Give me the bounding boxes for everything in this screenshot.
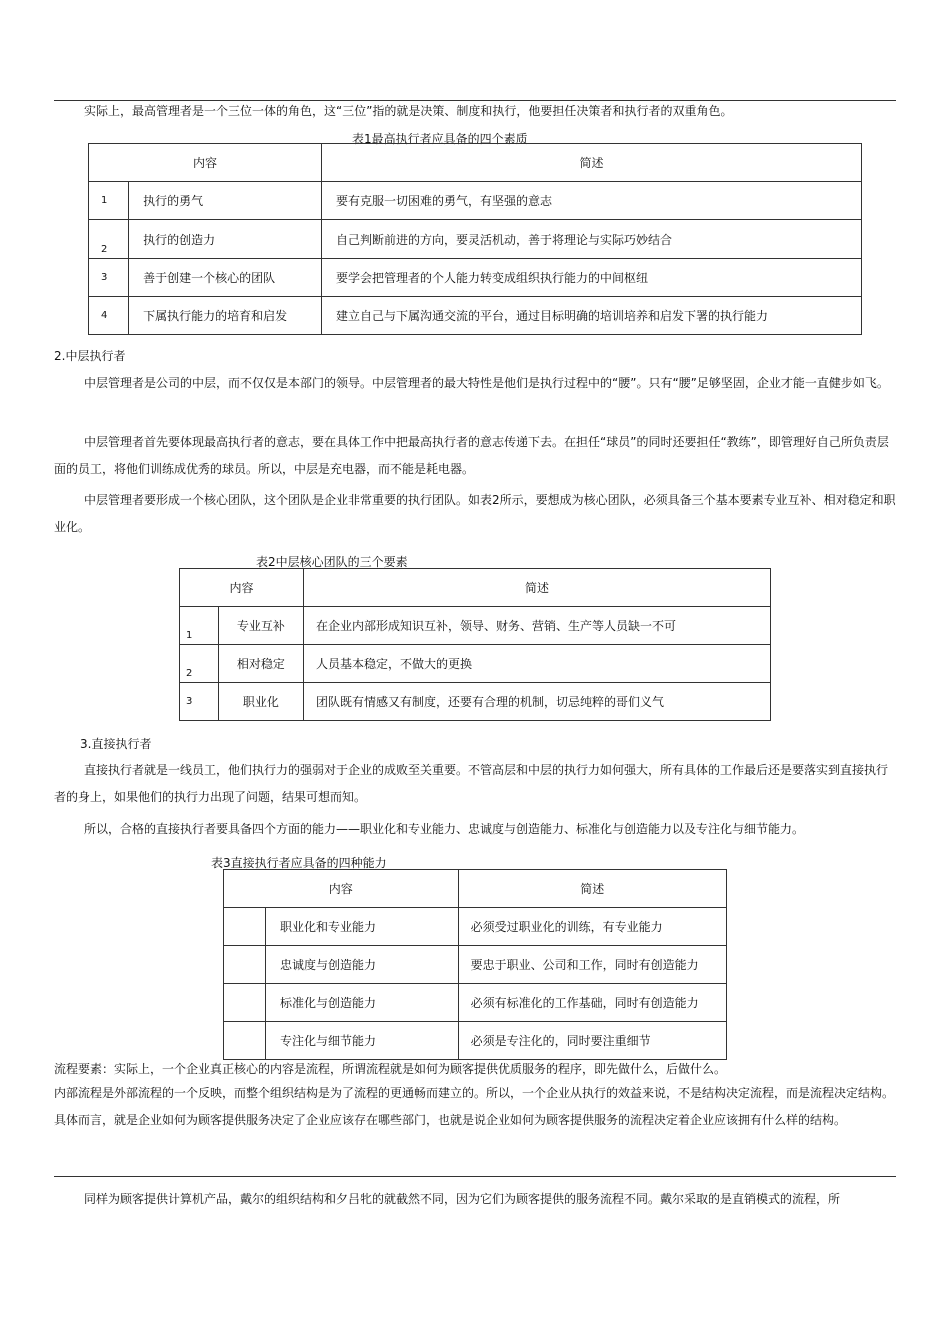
table-row — [224, 984, 727, 1022]
row-number: 3 — [180, 683, 219, 721]
row-desc: 必须受过职业化的训练，有专业能力 — [458, 908, 726, 946]
table-row — [89, 220, 862, 259]
table3-header-content: 内容 — [224, 870, 459, 908]
section2-paragraph-2: 中层管理者首先要体现最高执行者的意志，要在具体工作中把最高执行者的意志传递下去。在担任“球员”的同时还要担任“教练”，即管理好自己所负责层面的员工，将他们训练成优秀的球员。所以，中层是充电器，而不能是耗电器。 — [54, 435, 889, 476]
row-number: 2 — [89, 220, 129, 259]
table1 — [88, 143, 862, 335]
row-desc: 必须有标准化的工作基础，同时有创造能力 — [458, 984, 726, 1022]
row-number-empty — [224, 1022, 266, 1060]
section3-paragraph-2: 所以，合格的直接执行者要具备四个方面的能力——职业化和专业能力、忠诚度与创造能力、标准化与创造能力以及专注化与细节能力。 — [84, 822, 805, 836]
row-number: 1 — [180, 607, 219, 645]
table2 — [179, 568, 771, 721]
section3-paragraph-1: 直接执行者就是一线员工，他们执行力的强弱对于企业的成败至关重要。不管高层和中层的执行力如何强大，所有具体的工作最后还是要落实到直接执行者的身上，如果他们的执行力出现了问题，结果可想而知。 — [54, 763, 889, 804]
section2-paragraph-3: 中层管理者要形成一个核心团队，这个团队是企业非常重要的执行团队。如表2所示，要想成为核心团队，必须具备三个基本要素专业互补、相对稳定和职业化。 — [54, 493, 896, 534]
row-desc: 要学会把管理者的个人能力转变成组织执行能力的中间枢纽 — [322, 259, 862, 297]
row-content: 执行的创造力 — [129, 220, 322, 259]
row-desc: 团队既有情感又有制度，还要有合理的机制，切忌纯粹的哥们义气 — [304, 683, 771, 721]
row-desc: 自己判断前进的方向，要灵活机动，善于将理论与实际巧妙结合 — [322, 220, 862, 259]
row-desc: 要忠于职业、公司和工作，同时有创造能力 — [458, 946, 726, 984]
row-number: 4 — [89, 297, 129, 335]
table1-header-desc: 简述 — [322, 144, 862, 182]
table3-caption: 表3直接执行者应具备的四种能力 — [211, 856, 387, 870]
table-row — [180, 683, 771, 721]
table2-header-content: 内容 — [180, 569, 304, 607]
table-row — [89, 182, 862, 220]
section2-heading: 2.中层执行者 — [54, 349, 126, 363]
top-rule — [54, 100, 896, 101]
table3 — [223, 869, 727, 1060]
row-desc: 人员基本稳定，不做大的更换 — [304, 645, 771, 683]
row-content: 下属执行能力的培育和启发 — [129, 297, 322, 335]
table-row — [224, 1022, 727, 1060]
row-content: 执行的勇气 — [129, 182, 322, 220]
flow-paragraph: 内部流程是外部流程的一个反映，而整个组织结构是为了流程的更通畅而建立的。所以，一个企业从执行的效益来说，不是结构决定流程，而是流程决定结构。具体而言，就是企业如何为顾客提供服务决定了企业应该存在哪些部门，也就是说企业如何为顾客提供服务的流程决定着企业应该拥有什么样的结构。 — [54, 1086, 895, 1127]
table2-header-desc: 简述 — [304, 569, 771, 607]
flow-line: 流程要素：实际上，一个企业真正核心的内容是流程，所谓流程就是如何为顾客提供优质服务的程序，即先做什么，后做什么。 — [54, 1062, 727, 1076]
table3-header-desc: 简述 — [458, 870, 726, 908]
row-number-empty — [224, 984, 266, 1022]
table-row — [180, 645, 771, 683]
table2-caption: 表2中层核心团队的三个要素 — [256, 555, 408, 569]
row-number: 3 — [89, 259, 129, 297]
table-row — [89, 259, 862, 297]
bottom-rule — [54, 1176, 896, 1177]
row-content: 标准化与创造能力 — [266, 984, 459, 1022]
table-row — [224, 908, 727, 946]
table-row — [180, 607, 771, 645]
row-content: 职业化 — [218, 683, 303, 721]
last-line: 同样为顾客提供计算机产品，戴尔的组织结构和夕吕牝的就截然不同，因为它们为顾客提供的服务流程不同。戴尔采取的是直销模式的流程，所 — [84, 1192, 841, 1206]
table-row — [89, 297, 862, 335]
row-desc: 建立自己与下属沟通交流的平台，通过目标明确的培训培养和启发下署的执行能力 — [322, 297, 862, 335]
section3-heading: 3.直接执行者 — [80, 737, 152, 751]
row-number: 1 — [89, 182, 129, 220]
row-content: 专业互补 — [218, 607, 303, 645]
row-desc: 必须是专注化的，同时要注重细节 — [458, 1022, 726, 1060]
row-content: 相对稳定 — [218, 645, 303, 683]
section2-paragraph-1: 中层管理者是公司的中层，而不仅仅是本部门的领导。中层管理者的最大特性是他们是执行过程中的“腰”。只有“腰”足够坚固，企业才能一直健步如飞。 — [84, 376, 889, 390]
row-content: 职业化和专业能力 — [266, 908, 459, 946]
row-content: 专注化与细节能力 — [266, 1022, 459, 1060]
intro-paragraph: 实际上，最高管理者是一个三位一体的角色，这“三位”指的就是决策、制度和执行，他要担任决策者和执行者的双重角色。 — [84, 104, 733, 118]
row-content: 善于创建一个核心的团队 — [129, 259, 322, 297]
row-desc: 在企业内部形成知识互补，领导、财务、营销、生产等人员缺一不可 — [304, 607, 771, 645]
row-desc: 要有克服一切困难的勇气，有坚强的意志 — [322, 182, 862, 220]
table-row — [224, 946, 727, 984]
row-number-empty — [224, 908, 266, 946]
row-number-empty — [224, 946, 266, 984]
row-number: 2 — [180, 645, 219, 683]
table1-header-content: 内容 — [89, 144, 322, 182]
table1-caption: 表1最高执行者应具备的四个素质 — [352, 132, 528, 146]
row-content: 忠诚度与创造能力 — [266, 946, 459, 984]
